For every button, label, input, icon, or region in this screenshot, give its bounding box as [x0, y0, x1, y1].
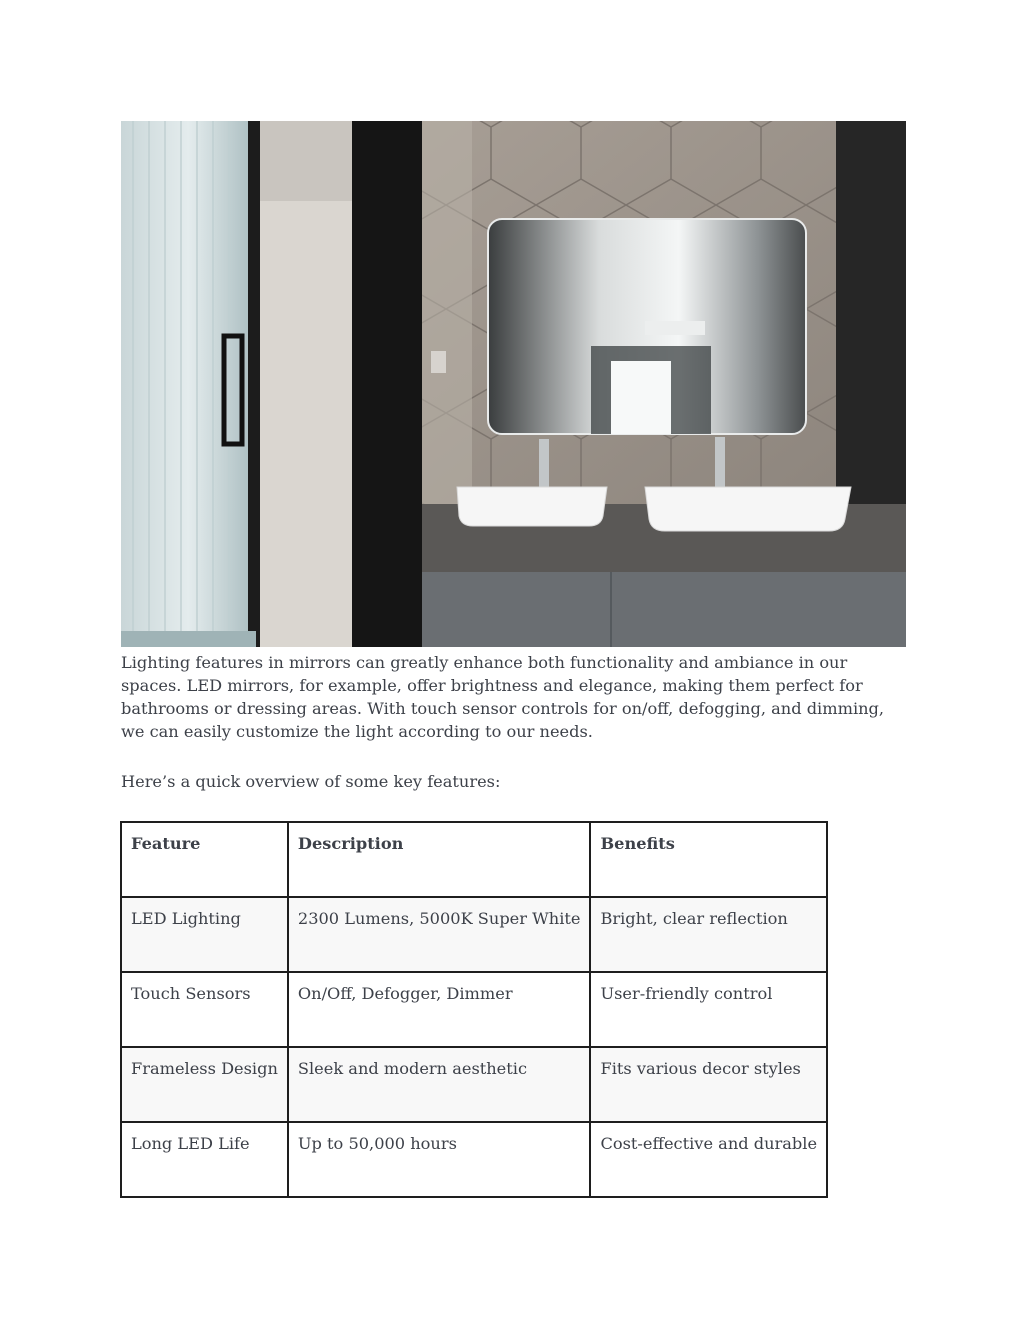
benefits-cell: Fits various decor styles [590, 1047, 827, 1122]
description-cell: Sleek and modern aesthetic [288, 1047, 591, 1122]
bathroom-illustration [121, 121, 906, 647]
feature-cell: Frameless Design [121, 1047, 288, 1122]
header-feature: Feature [121, 822, 288, 897]
features-intro-text: Here’s a quick overview of some key features: [121, 772, 501, 791]
description-cell: Up to 50,000 hours [288, 1122, 591, 1197]
header-description: Description [288, 822, 591, 897]
feature-cell: Touch Sensors [121, 972, 288, 1047]
table-row [121, 1122, 827, 1197]
lighting-features-paragraph: Lighting features in mirrors can greatly enhance both functionality and ambiance in our spaces. LED mirrors, for example, offer brightness and elegance, making them perfect for bathrooms or dressing areas. With touch sensor controls for on/off, defogging, and dimming, we can easily customize the light according to our needs. [121, 653, 885, 741]
table-row [121, 972, 827, 1047]
benefits-cell: User-friendly control [590, 972, 827, 1047]
feature-cell: LED Lighting [121, 897, 288, 972]
benefits-cell: Bright, clear reflection [590, 897, 827, 972]
table-header-row [121, 822, 827, 897]
benefits-cell: Cost-effective and durable [590, 1122, 827, 1197]
description-cell: 2300 Lumens, 5000K Super White [288, 897, 591, 972]
bathroom-mirror-photo [121, 121, 906, 647]
description-cell: On/Off, Defogger, Dimmer [288, 972, 591, 1047]
table-row [121, 1047, 827, 1122]
features-table [120, 821, 828, 1198]
feature-cell: Long LED Life [121, 1122, 288, 1197]
table-row [121, 897, 827, 972]
header-benefits: Benefits [590, 822, 827, 897]
